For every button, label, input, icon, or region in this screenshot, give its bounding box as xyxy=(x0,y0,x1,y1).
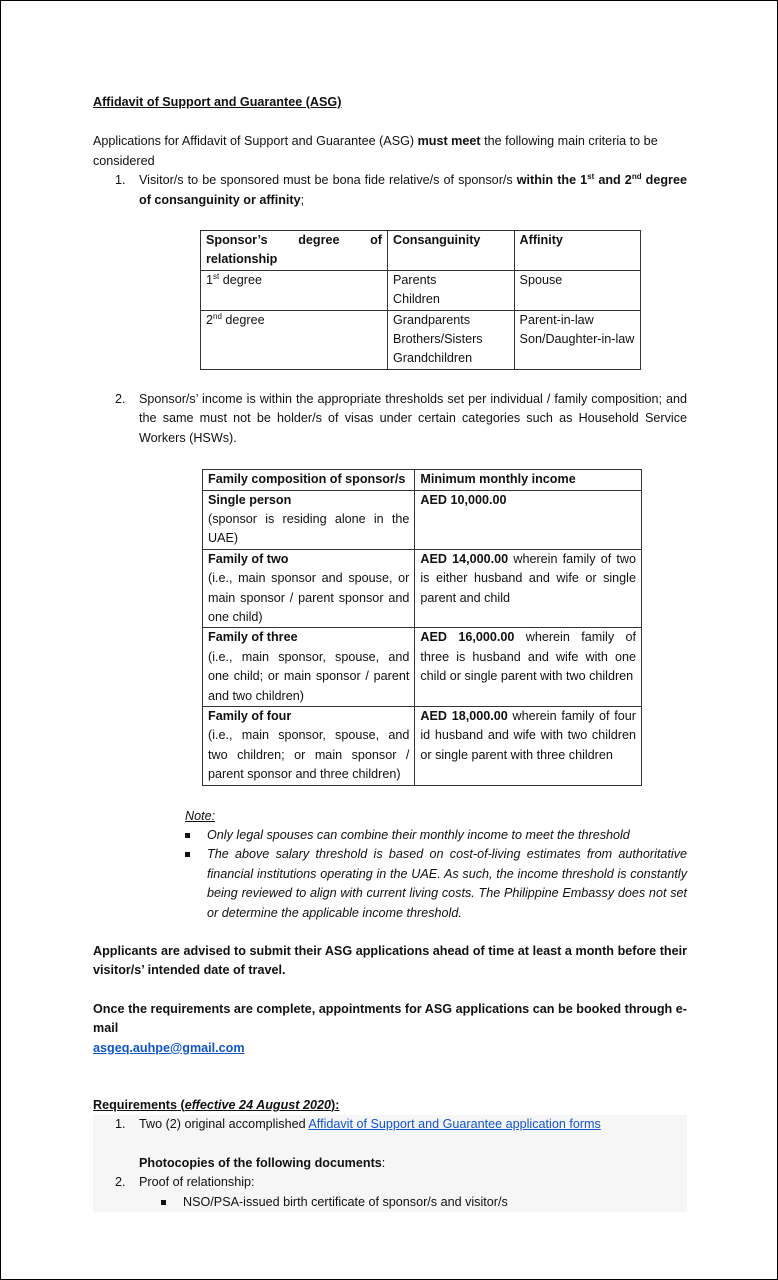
income-cell xyxy=(415,549,642,628)
affinity-cell xyxy=(514,270,640,310)
square-bullet-icon xyxy=(185,852,190,857)
income-amount: AED 10,000.00 xyxy=(420,492,507,507)
requirement-item-2 xyxy=(93,1173,687,1192)
relation-item: Parents xyxy=(392,272,437,287)
header-cell-degree xyxy=(201,231,388,271)
booking-text: Once the requirements are complete, appointments for ASG applications can be booked through e-mail xyxy=(93,1001,687,1036)
composition-desc: (sponsor is residing alone in the UAE) xyxy=(208,511,410,546)
table-row xyxy=(201,270,641,310)
ordinal-sup: nd xyxy=(213,311,222,321)
criteria1-bold: and 2 xyxy=(594,173,632,188)
intro-text-end: the following main criteria to be considered xyxy=(93,134,658,168)
income-note: wherein family of three is husband and wife with one child or single parent with two children xyxy=(420,630,636,684)
composition-desc: (i.e., main sponsor, spouse, and one child; or main sponsor / parent and two children) xyxy=(208,649,410,703)
composition-desc: (i.e., main sponsor, spouse, and two children; or main sponsor / parent sponsor and three children) xyxy=(208,728,410,782)
income-note: wherein family of two is either husband and wife or single parent and child xyxy=(420,551,636,605)
degree-text: degree xyxy=(219,272,262,287)
consanguinity-cell xyxy=(387,310,514,369)
criteria1-end: ; xyxy=(300,192,305,207)
criteria-number: 2. xyxy=(115,391,126,406)
composition-desc: (i.e., main sponsor and spouse, or main sponsor / parent sponsor and one child) xyxy=(208,571,410,624)
header-word: Sponsor’s xyxy=(206,233,268,248)
consanguinity-cell xyxy=(387,270,514,310)
email-link[interactable]: asgeq.auhpe@gmail.com xyxy=(93,1040,245,1055)
criteria-number: 1. xyxy=(115,173,126,188)
table-header-row xyxy=(201,231,641,271)
table-row xyxy=(203,706,642,785)
requirements-title xyxy=(93,1096,687,1115)
square-bullet-icon xyxy=(185,833,190,838)
requirement-number: 1. xyxy=(115,1117,126,1132)
header-word: degree xyxy=(298,233,340,248)
table-header-row xyxy=(203,470,642,490)
relation-item: Son/Daughter-in-law xyxy=(519,332,635,347)
composition-title: Family of four xyxy=(208,708,292,723)
photocopies-colon: : xyxy=(381,1155,386,1170)
income-amount: AED 16,000.00 xyxy=(420,630,515,645)
booking-paragraph xyxy=(93,1000,687,1058)
composition-cell xyxy=(203,628,415,707)
relation-item: Grandparents xyxy=(392,312,470,327)
criteria-item-1 xyxy=(93,171,687,210)
page-title: Affidavit of Support and Guarantee (ASG) xyxy=(93,95,342,109)
income-amount: AED 18,000.00 xyxy=(420,708,508,723)
intro-paragraph xyxy=(93,132,687,171)
income-cell xyxy=(415,706,642,785)
requirement-bullet-text: NSO/PSA-issued birth certificate of sponsor/s and visitor/s xyxy=(183,1194,508,1209)
requirement-item-1 xyxy=(93,1115,687,1134)
intro-bold: must meet xyxy=(417,134,481,149)
square-bullet-icon xyxy=(161,1200,166,1205)
ordinal-sup: st xyxy=(213,271,220,281)
req-title-date: effective 24 August 2020 xyxy=(184,1098,331,1113)
criteria1-bold: within the 1 xyxy=(516,173,588,188)
note-title: Note: xyxy=(185,808,216,823)
affinity-cell xyxy=(514,310,640,369)
photocopies-label: Photocopies of the following documents xyxy=(139,1155,382,1170)
composition-title: Family of three xyxy=(208,630,298,645)
table-row xyxy=(203,490,642,549)
composition-cell xyxy=(203,549,415,628)
degree-cell xyxy=(201,270,388,310)
composition-cell xyxy=(203,490,415,549)
income-cell xyxy=(415,490,642,549)
relation-item: Brothers/Sisters xyxy=(392,332,483,347)
criteria1-text: Visitor/s to be sponsored must be bona fide relative/s of sponsor/s xyxy=(139,173,517,188)
header-cell-consanguinity: Consanguinity xyxy=(387,231,514,271)
income-table xyxy=(202,469,642,786)
note-text: The above salary threshold is based on cost-of-living estimates from authoritative financial institutions operating in the UAE. As such, the income threshold is constantly being reviewed to align with current living costs. The Philippine Embassy does not set or determine the applicable income threshold. xyxy=(207,847,687,920)
note-block xyxy=(185,807,687,923)
note-item xyxy=(185,845,687,923)
application-forms-link[interactable]: Affidavit of Support and Guarantee application forms xyxy=(308,1117,601,1132)
ordinal-sup: nd xyxy=(631,172,642,182)
degree-number: 1 xyxy=(206,272,214,287)
header-cell-composition: Family composition of sponsor/s xyxy=(203,470,415,490)
note-item xyxy=(185,826,687,845)
header-cell-income: Minimum monthly income xyxy=(415,470,642,490)
composition-cell xyxy=(203,706,415,785)
header-word: relationship xyxy=(206,252,278,267)
income-amount: AED 14,000.00 xyxy=(420,551,509,566)
requirement-number: 2. xyxy=(115,1175,126,1190)
income-cell xyxy=(415,628,642,707)
relation-item: Spouse xyxy=(519,272,563,287)
criteria1-bold: degree of consanguinity or affinity xyxy=(139,173,687,207)
requirements-list xyxy=(93,1115,687,1212)
intro-text: Applications for Affidavit of Support and Guarantee (ASG) xyxy=(93,134,418,149)
header-word: of xyxy=(370,233,382,248)
ordinal-sup: st xyxy=(587,172,595,182)
table-row xyxy=(201,310,641,369)
requirement-text: Two (2) original accomplished xyxy=(139,1117,309,1132)
relation-item: Grandchildren xyxy=(392,351,473,366)
degree-text: degree xyxy=(221,312,265,327)
relationship-table xyxy=(200,230,641,370)
criteria-item-2 xyxy=(93,390,687,448)
degree-cell xyxy=(201,310,388,369)
document-content xyxy=(93,93,687,1212)
income-note: wherein family of four id husband and wife with two children or single parent with three children xyxy=(420,708,636,762)
degree-number: 2 xyxy=(206,312,214,327)
advice-paragraph: Applicants are advised to submit their ASG applications ahead of time at least a month before their visitor/s’ intended date of travel. xyxy=(93,944,687,978)
relation-item: Children xyxy=(392,292,440,307)
relation-item: Parent-in-law xyxy=(519,312,594,327)
req-title-text: Requirements ( xyxy=(93,1098,185,1113)
photocopies-heading xyxy=(93,1154,687,1173)
requirement-text: Proof of relationship: xyxy=(139,1175,255,1190)
composition-title: Single person xyxy=(208,492,292,507)
table-row xyxy=(203,549,642,628)
table-row xyxy=(203,628,642,707)
composition-title: Family of two xyxy=(208,551,289,566)
requirement-bullet xyxy=(161,1193,687,1212)
header-cell-affinity: Affinity xyxy=(514,231,640,271)
note-text: Only legal spouses can combine their monthly income to meet the threshold xyxy=(207,828,630,842)
criteria2-text: Sponsor/s’ income is within the appropriate thresholds set per individual / family composition; and the same must not be holder/s of visas under certain categories such as Household Service Workers (HSWs). xyxy=(139,391,687,445)
req-title-end: ): xyxy=(331,1098,340,1113)
requirements-section xyxy=(93,1096,687,1212)
